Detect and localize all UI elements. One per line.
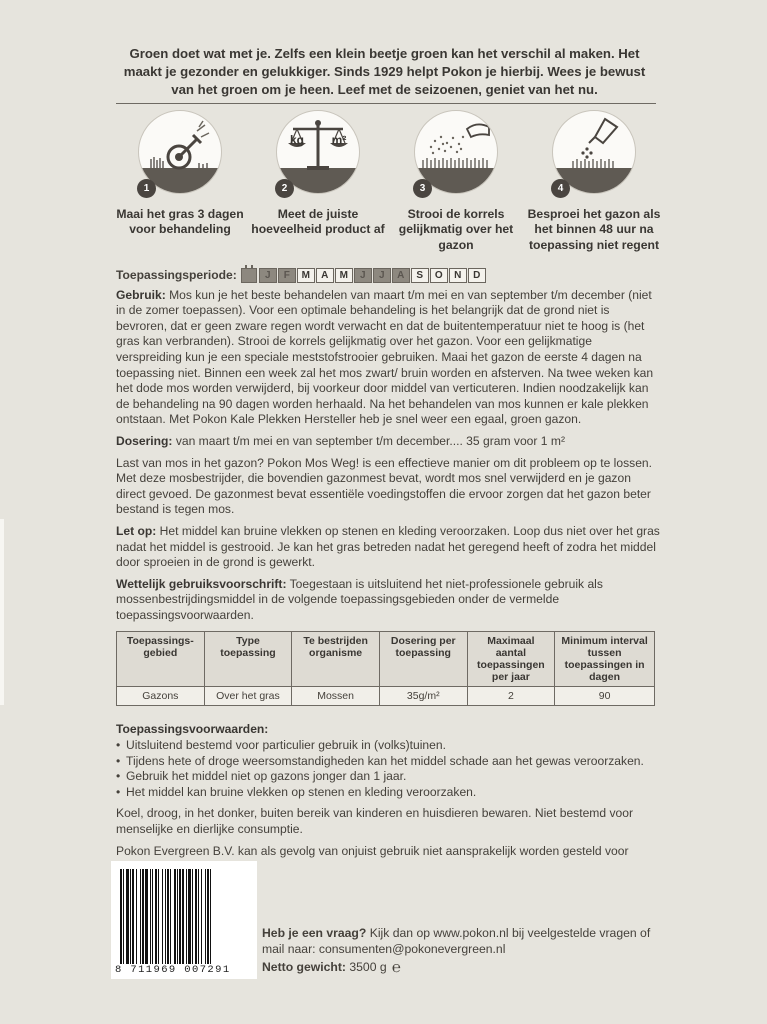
conditions-list bbox=[116, 738, 661, 800]
dosage-paragraph bbox=[116, 434, 661, 450]
application-period bbox=[116, 268, 661, 284]
month-cell: S bbox=[411, 268, 429, 283]
net-weight bbox=[262, 960, 401, 974]
month-cell: N bbox=[449, 268, 467, 283]
table-header: Te bestrijden organisme bbox=[292, 632, 380, 687]
step-number: 4 bbox=[551, 179, 570, 198]
month-cell: O bbox=[430, 268, 448, 283]
month-cell: F bbox=[278, 268, 296, 283]
application-table bbox=[116, 631, 655, 706]
usage-text: Mos kun je het beste behandelen van maart t/m mei en van september t/m december (niet in de zomer toepassen). Voor een optimale behandeling is het belangrijk dat de grond niet is bevroren, dat er geen zware regen wordt verwacht en dat de buitentemperatuur niet te hoog is (het gras kan verbranden). Strooi de korrels gelijkmatig over het gazon. Voor een gelijkmatige verspreiding kun je een speciale meststofstrooier gebruiken. Maai het gazon de eerste 4 dagen na toepassing niet. Binnen een week zal het mos zwart/ bruin worden en afsterven. Na twee weken kan het dode mos worden verwijderd, bij voorkeur door middel van verticuteren. Indien noodzakelijk kan de behandeling na 90 dagen worden herhaald. Na het behandelen van mos kunnen er kale plekken ontstaan. Met Pokon Kale Plekken Hersteller heb je snel weer een egaal, groen gazon. bbox=[116, 287, 654, 427]
table-header: Type toepassing bbox=[204, 632, 292, 687]
barcode-digits: 8 711969 007291 bbox=[115, 964, 231, 976]
barcode bbox=[111, 861, 257, 979]
liability-text: Pokon Evergreen B.V. kan als gevolg van onjuist gebruik niet aansprakelijk worden gesteld voor bbox=[116, 843, 629, 858]
step-number: 2 bbox=[275, 179, 294, 198]
usage-steps bbox=[111, 110, 663, 256]
month-grid bbox=[259, 268, 487, 283]
month-cell: J bbox=[373, 268, 391, 283]
weight-value: 3500 g bbox=[345, 960, 387, 974]
contact-label: Heb je een vraag? bbox=[262, 926, 367, 940]
step-3 bbox=[387, 110, 525, 253]
step-number: 3 bbox=[413, 179, 432, 198]
step-2 bbox=[249, 110, 387, 238]
table-row bbox=[117, 687, 655, 706]
list-item: • Uitsluitend bestemd voor particulier gebruik in (volks)tuinen. bbox=[116, 738, 661, 754]
barcode-bars bbox=[118, 869, 248, 964]
calendar-icon bbox=[241, 268, 257, 283]
edge-strip bbox=[0, 519, 4, 705]
month-cell: J bbox=[259, 268, 277, 283]
estimated-sign-icon: ℮ bbox=[392, 959, 402, 976]
weight-label: Netto gewicht: bbox=[262, 960, 346, 974]
table-cell: Gazons bbox=[117, 687, 205, 706]
instructions bbox=[116, 268, 661, 881]
table-header: Dosering per toepassing bbox=[379, 632, 467, 687]
list-item: • Gebruik het middel niet op gazons jonger dan 1 jaar. bbox=[116, 769, 661, 785]
table-header: Minimum interval tussen toepassingen in dagen bbox=[555, 632, 655, 687]
contact-info bbox=[262, 925, 662, 957]
intro-text: Groen doet wat met je. Zelfs een klein beetje groen kan het verschil al maken. Het maakt je gezonder en gelukkiger. Sinds 1929 helpt Pokon je hierbij. Wees je bewust van het groen om je heen. Leef met de seizoenen, geniet van het nu. bbox=[123, 46, 646, 97]
month-cell: D bbox=[468, 268, 486, 283]
legal-paragraph bbox=[116, 577, 661, 624]
period-label: Toepassingsperiode: bbox=[116, 268, 237, 282]
table-cell: 35g/m² bbox=[379, 687, 467, 706]
storage-text: Koel, droog, in het donker, buiten bereik van kinderen en huisdieren bewaren. Niet bestemd voor menselijke en dierlijke consumptie. bbox=[116, 806, 633, 837]
description-paragraph: Last van mos in het gazon? Pokon Mos Weg! is een effectieve manier om dit probleem op te lossen. Met deze mosbestrijder, die bovendien gazonmest bevat, wordt mos snel verwijderd en je gazon direct gevoed. De gazonmest bevat essentiële voedingstoffen die ervoor zorgen dat het gazon beter bestand is tegen mos. bbox=[116, 455, 653, 517]
step-text: Strooi de korrels gelijkmatig over het gazon bbox=[398, 207, 514, 252]
table-cell: Mossen bbox=[292, 687, 380, 706]
table-cell: 90 bbox=[555, 687, 655, 706]
usage-label: Gebruik: bbox=[116, 287, 166, 302]
divider bbox=[116, 103, 656, 104]
step-4 bbox=[525, 110, 663, 253]
list-item: • Het middel kan bruine vlekken op stenen en kleding veroorzaken. bbox=[116, 785, 661, 801]
table-cell: Over het gras bbox=[204, 687, 292, 706]
dosage-text: van maart t/m mei en van september t/m december.... 35 gram voor 1 m² bbox=[172, 433, 565, 448]
contact-text: Kijk dan op www.pokon.nl bij veelgestelde vragen of mail naar: consumenten@pokonevergreen.nl bbox=[262, 926, 651, 956]
caution-label: Let op: bbox=[116, 523, 157, 538]
month-cell: M bbox=[335, 268, 353, 283]
dosage-label: Dosering: bbox=[116, 433, 173, 448]
scale-label-kg: kg bbox=[289, 133, 304, 147]
month-cell: A bbox=[392, 268, 410, 283]
conditions-title: Toepassingsvoorwaarden: bbox=[116, 722, 269, 737]
step-number: 1 bbox=[137, 179, 156, 198]
table-header-row bbox=[117, 632, 655, 687]
table-cell: 2 bbox=[467, 687, 555, 706]
scale-label-m2: m² bbox=[331, 133, 347, 147]
caution-paragraph bbox=[116, 524, 661, 571]
legal-text: Toegestaan is uitsluitend het niet-professionele gebruik als mossenbestrijdingsmiddel in de volgende toepassingsgebieden onder de vermelde toepassingsvoorwaarden. bbox=[116, 576, 603, 622]
list-item: • Tijdens hete of droge weersomstandigheden kan het middel schade aan het gewas veroorzaken. bbox=[116, 754, 661, 770]
step-text: Meet de juiste hoeveelheid product af bbox=[251, 207, 385, 237]
step-text: Maai het gras 3 dagen voor behandeling bbox=[116, 207, 244, 237]
month-cell: J bbox=[354, 268, 372, 283]
usage-paragraph bbox=[116, 288, 661, 428]
step-text: Besproei het gazon als het binnen 48 uur na toepassing niet regent bbox=[527, 207, 661, 252]
step-1 bbox=[111, 110, 249, 238]
table-header: Maximaal aantal toepassingen per jaar bbox=[467, 632, 555, 687]
month-cell: A bbox=[316, 268, 334, 283]
caution-text: Het middel kan bruine vlekken op stenen en kleding veroorzaken. Loop dus niet over het gras nadat het middel is gestrooid. Je kan het gras betreden nadat het geregend heeft of zodra het middel door sproeien in de grond is gewerkt. bbox=[116, 523, 660, 570]
table-header: Toepassings-gebied bbox=[117, 632, 205, 687]
month-cell: M bbox=[297, 268, 315, 283]
legal-label: Wettelijk gebruiksvoorschrift: bbox=[116, 576, 287, 591]
